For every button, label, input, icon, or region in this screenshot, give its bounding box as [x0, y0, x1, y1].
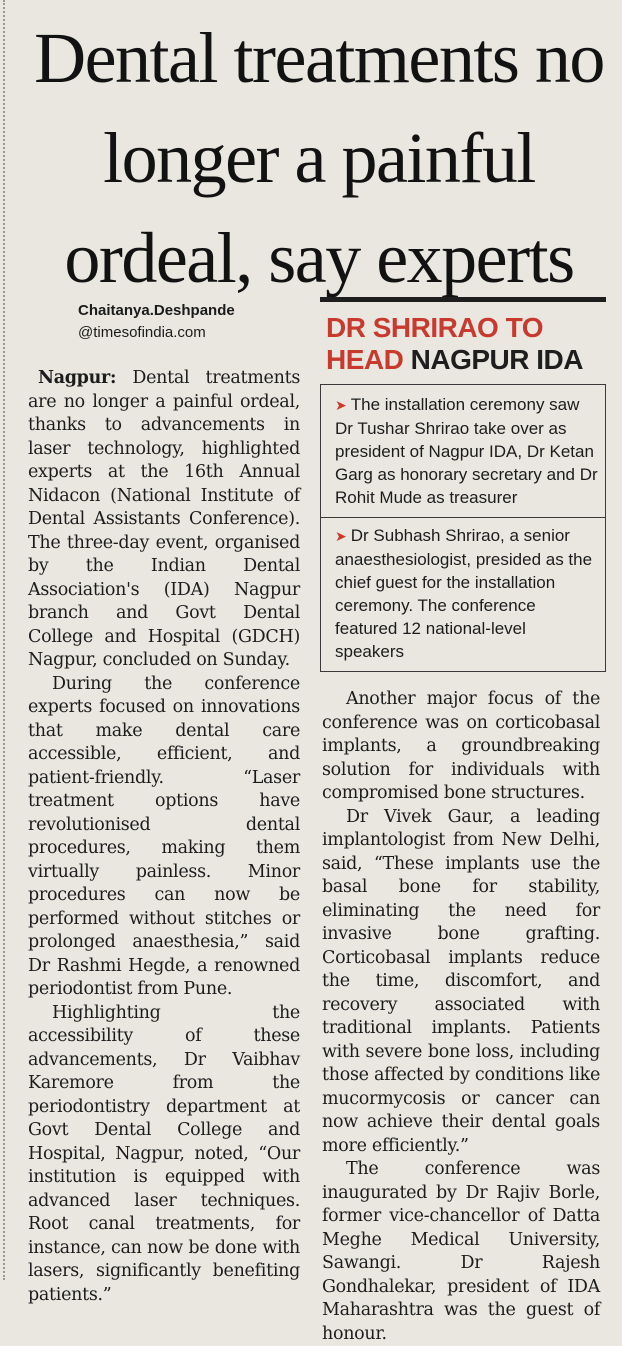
sidebar-note-1-text: The installation ceremony saw Dr Tushar Shrirao take over as president of Nagpur IDA, Dr Ketan Garg as honorary secretary and Dr Rohit Mude as treasurer [335, 395, 598, 507]
sidebar-title-black: NAGPUR IDA [410, 344, 583, 375]
paragraph-5: Dr Vivek Gaur, a leading implantologist from New Delhi, said, “These implants use the basal bone for stability, eliminating the need for invasive bone grafting. Corticobasal implants reduce the time, discomfort, and recovery associated with traditional implants. Patients with severe bone loss, including those affected by conditions like mucormycosis or cancer can now achieve their dental goals more efficiently.” [322, 806, 600, 1156]
sidebar-title-red: DR SHRIRAO TO HEAD [326, 312, 543, 375]
column-rule [3, 0, 5, 1280]
article-column-left [28, 367, 300, 1307]
sidebar-title [320, 302, 606, 376]
byline [78, 300, 235, 344]
paragraph-1 [28, 367, 300, 673]
sidebar-box [320, 297, 606, 672]
headline: Dental treatments no longer a painful ordeal, say experts [34, 18, 604, 298]
dateline: Nagpur: [38, 368, 117, 388]
sidebar-divider [321, 517, 605, 518]
sidebar-notes [320, 384, 606, 672]
sidebar-note-2-text: Dr Subhash Shrirao, a senior anaesthesiologist, presided as the chief guest for the installation ceremony. The conference featured 12 national-level speakers [335, 526, 593, 661]
arrow-bullet-icon: ➤ [335, 397, 347, 413]
arrow-bullet-icon: ➤ [335, 528, 347, 544]
author-source: @timesofindia.com [78, 324, 206, 341]
paragraph-4: Another major focus of the conference was on corticobasal implants, a groundbreaking solution for individuals with compromised bone structures. [322, 689, 600, 803]
sidebar-note-1 [335, 393, 599, 509]
paragraph-1-text: Dental treatments are no longer a painful ordeal, thanks to advancements in laser technology, highlighted experts at the 16th Annual Nidacon (National Institute of Dental Assistants Conference). The three-day event, organised by the Indian Dental Association's (IDA) Nagpur branch and Govt Dental College and Hospital (GDCH) Nagpur, concluded on Sunday. [28, 368, 300, 670]
paragraph-6: The conference was inaugurated by Dr Rajiv Borle, former vice-chancellor of Datta Meghe Medical University, Sawangi. Dr Rajesh Gondhalekar, president of IDA Maharashtra was the guest of honour. [322, 1159, 600, 1344]
author-name: Chaitanya.Deshpande [78, 302, 235, 319]
paragraph-3: Highlighting the accessibility of these advancements, Dr Vaibhav Karemore from the periodontistry department at Govt Dental College and Hospital, Nagpur, noted, “Our institution is equipped with advanced laser techniques. Root canal treatments, for instance, can now be done with lasers, significantly benefiting patients.” [28, 1002, 300, 1305]
paragraph-2: During the conference experts focused on innovations that make dental care accessible, efficient, and patient-friendly. “Laser treatment options have revolutionised dental procedures, making them virtually painless. Minor procedures can now be performed without stitches or prolonged anaesthesia,” said Dr Rashmi Hegde, a renowned periodontist from Pune. [28, 673, 300, 999]
article-column-right [322, 688, 600, 1346]
sidebar-note-2 [335, 524, 599, 663]
